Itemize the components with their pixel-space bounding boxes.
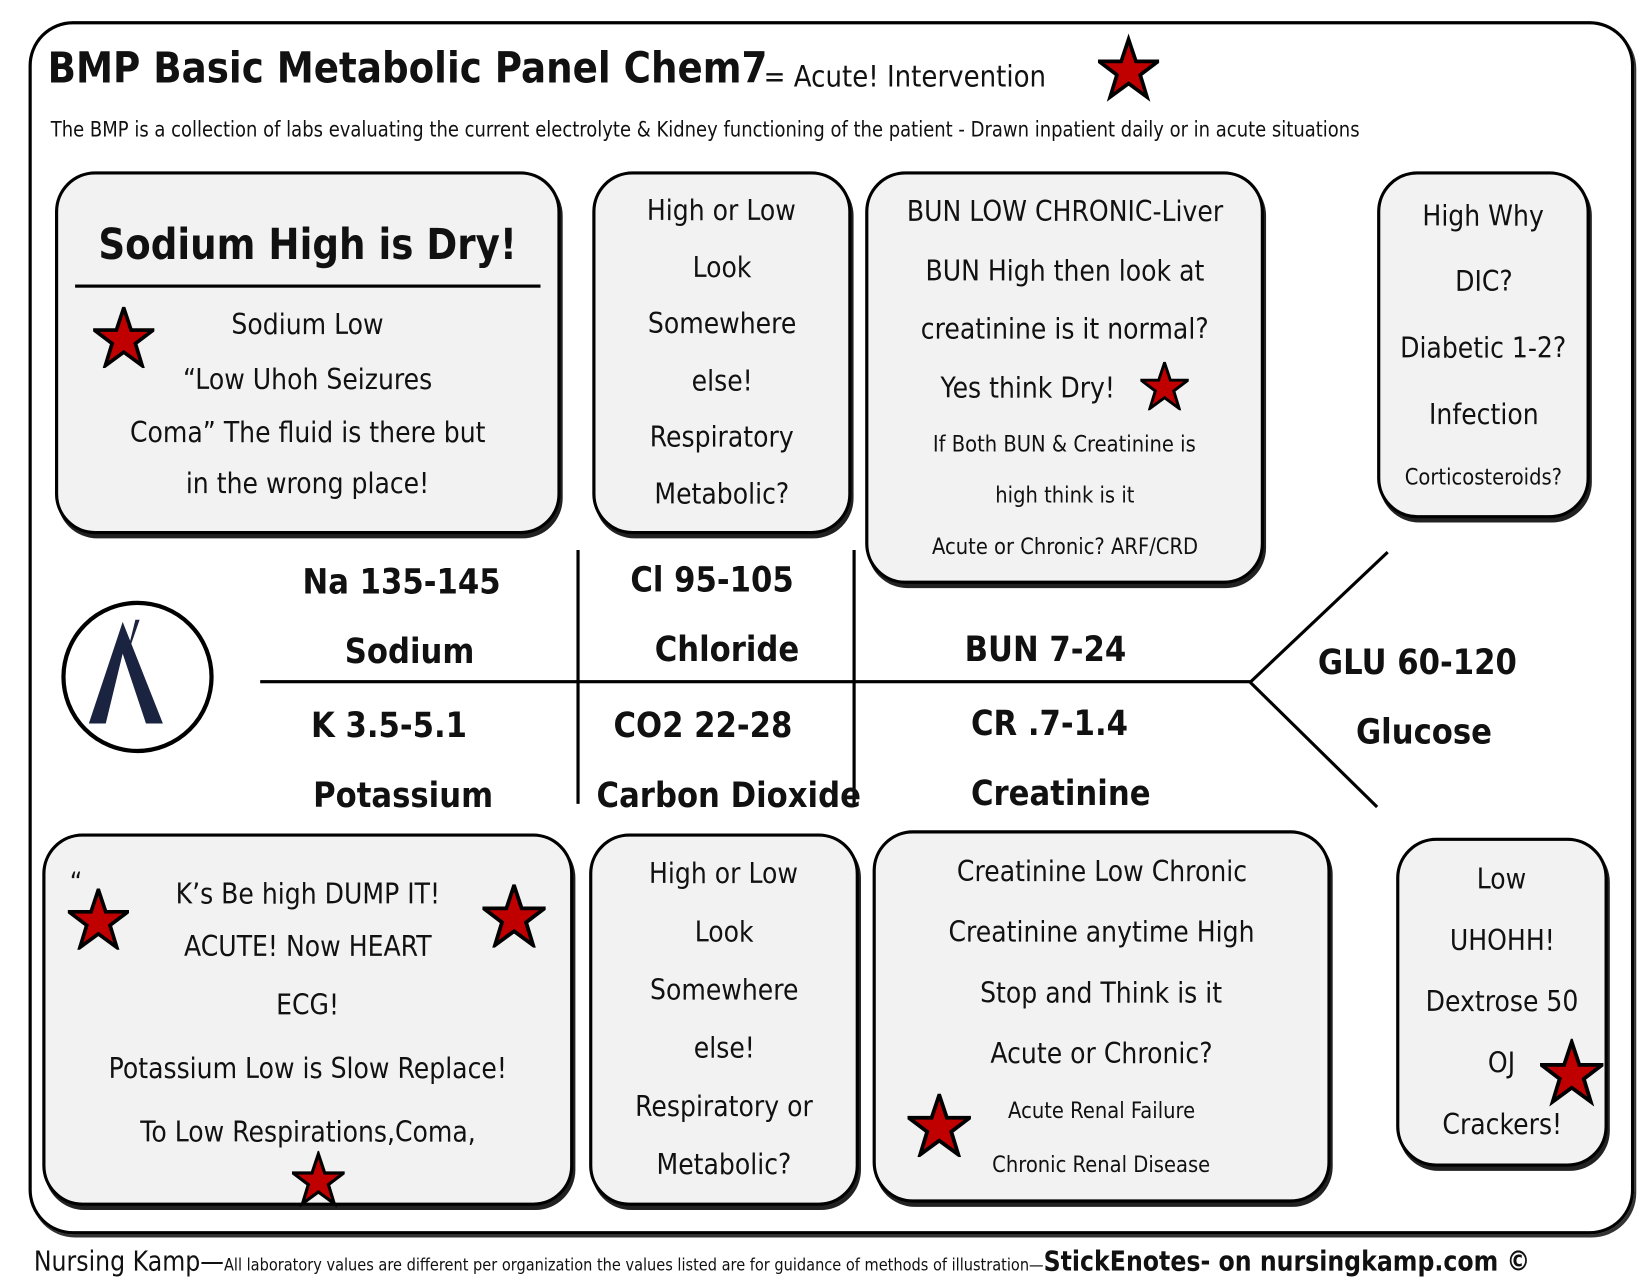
box-line: in the wrong place! [186,467,430,501]
box-line: High or Low [649,857,799,891]
box-line: Dextrose 50 [1425,985,1579,1019]
glu-name: Glucose [1355,710,1493,753]
box-line: Creatinine anytime High [948,916,1255,950]
box-line: BUN LOW CHRONIC-Liver [906,195,1223,229]
footer-credit: StickEnotes- on nursingkamp.com © [1043,1245,1531,1278]
box-line: Look [692,251,752,285]
box-line: creatinine is it normal? [920,313,1209,347]
star-icon [1540,1039,1603,1107]
star-icon [292,1151,345,1208]
subtitle: The BMP is a collection of labs evaluating the current electrolyte & Kidney functioning of the patient - Drawn inpatient daily or in acute situations [50,116,1360,142]
box-line: Crackers! [1442,1108,1562,1141]
glu-value: GLU 60-120 [1317,640,1517,683]
na-value: Na 135-145 [302,560,501,602]
footer-brand: Nursing Kamp— [33,1245,224,1278]
star-icon [1140,362,1189,411]
glucose-low-box [1396,838,1608,1167]
box-line: Somewhere [649,974,799,1007]
box-line: “Low Uhoh Seizures [183,363,433,397]
box-line: Infection [1428,398,1539,432]
box-line: High Why [1422,199,1545,233]
box-line: Respiratory or [635,1090,813,1124]
box-line: Acute Renal Failure [1008,1098,1196,1124]
cl-value: Cl 95-105 [630,558,794,600]
box-line: Yes think Dry! [940,372,1115,406]
box-line: Metabolic? [656,1148,792,1182]
box-line: OJ [1488,1046,1516,1080]
box-line: If Both BUN & Creatinine is [933,431,1197,457]
box-line: Creatinine Low Chronic [956,855,1247,889]
box-line: else! [691,364,753,398]
box-line: Low [1477,863,1527,897]
box-line: else! [693,1032,755,1066]
star-icon [908,1094,971,1157]
title-suffix: = Acute! Intervention [763,59,1047,95]
box-line: high think is it [994,482,1135,508]
box-line: Acute or Chronic? ARF/CRD [931,533,1198,560]
box-line: UHOHH! [1449,924,1555,958]
box-line: Corticosteroids? [1404,464,1563,490]
box-line: DIC? [1454,265,1513,299]
co2-value: CO2 22-28 [613,704,793,746]
box-line: Acute or Chronic? [990,1037,1213,1071]
sodium-heading: Sodium High is Dry! [98,221,518,270]
box-line: Potassium Low is Slow Replace! [108,1052,507,1086]
na-name: Sodium [344,630,475,672]
box-line: Somewhere [647,308,797,341]
box-line: Coma” The fluid is there but [130,416,486,450]
star-icon [68,888,129,949]
fishbone-divider [853,550,856,804]
page-title: BMP Basic Metabolic Panel Chem7 [47,44,768,94]
divider [75,285,540,288]
k-name: Potassium [313,774,494,816]
box-line: ECG! [276,988,340,1022]
nursing-kamp-logo [59,599,218,758]
bun-value: BUN 7-24 [964,628,1127,670]
box-line: BUN High then look at [925,254,1205,288]
co2-name: Carbon Dioxide [596,774,861,816]
box-line: High or Low [647,194,797,228]
box-line: Stop and Think is it [980,977,1223,1010]
footer [34,1246,1530,1278]
star-icon [1098,32,1159,106]
box-line: To Low Respirations,Coma, [140,1115,476,1149]
glucose-high-box [1377,171,1590,518]
fishbone-divider [576,550,579,804]
cr-name: Creatinine [970,772,1151,814]
quote-mark: “ [69,867,83,900]
footer-disclaimer: All laboratory values are different per organization the values listed are for guidance of methods of illustration— [223,1254,1044,1275]
box-line: Look [694,915,754,949]
bun-box [865,171,1264,584]
box-line: Respiratory [649,421,794,455]
k-value: K 3.5-5.1 [310,704,468,746]
cl-name: Chloride [654,628,800,670]
star-icon [93,307,154,368]
chloride-box [592,171,851,534]
box-line: Diabetic 1-2? [1400,332,1567,365]
star-icon [482,884,545,947]
box-line: ACUTE! Now HEART [183,930,432,964]
cr-value: CR .7-1.4 [970,702,1129,744]
box-line: K’s Be high DUMP IT! [175,877,441,911]
box-line: Sodium Low [231,308,384,342]
fishbone-horizontal [260,680,1250,683]
co2-box [589,833,859,1205]
box-line: Chronic Renal Disease [992,1151,1211,1178]
box-line: Metabolic? [654,477,790,511]
